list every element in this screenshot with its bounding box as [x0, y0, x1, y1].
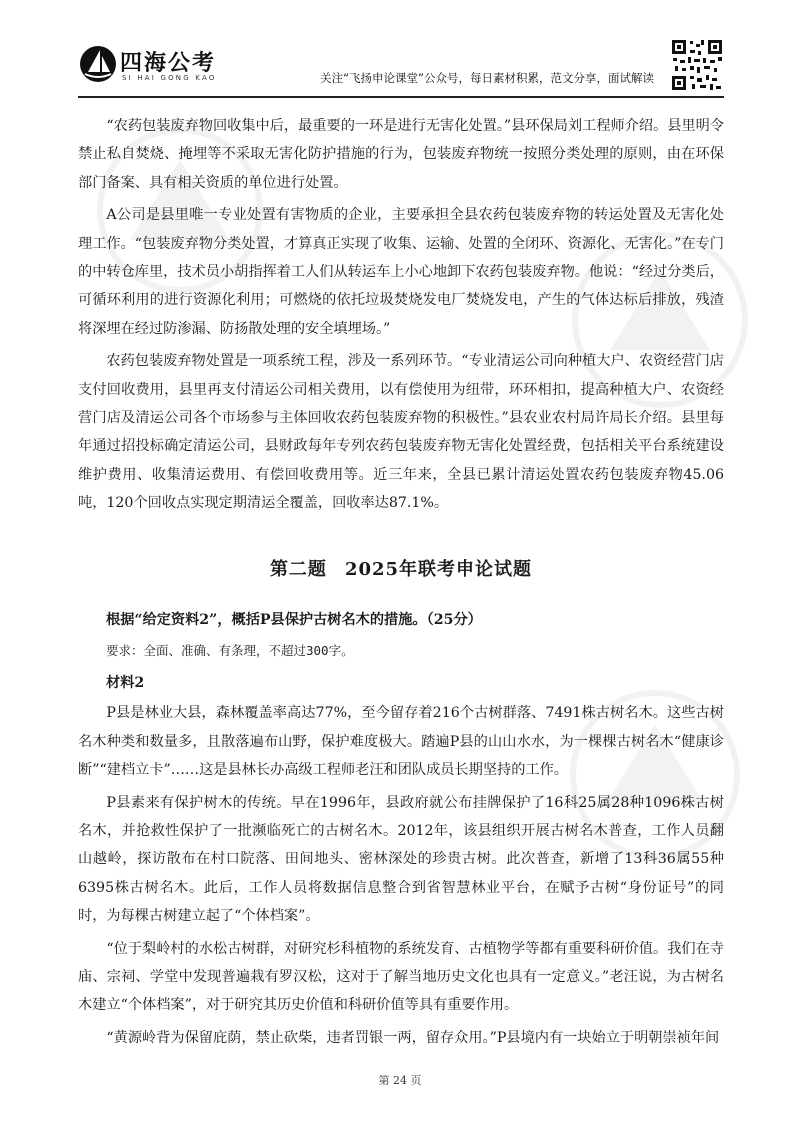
paragraph: A公司是县里唯一专业处置有害物质的企业，主要承担全县农药包装废弃物的转运处置及无害化处理工作。“包装废弃物分类处置，才算真正实现了收集、运输、处置的全闭环、资源化、无害化。”在专门的中转仓库里，技术员小胡指挥着工人们从转运车上小心地卸下农药包装废弃物。他说：“经过分类后，可循环利用的进行资源化利用；可燃烧的依托垃圾焚烧发电厂焚烧发电，产生的气体达标后排放，残渣将深埋在经过防渗漏、防扬散处理的安全填埋场。” [78, 207, 724, 337]
logo-text: 四海公考 [120, 51, 217, 76]
section-heading [78, 556, 724, 584]
paragraph: P县素来有保护树木的传统。早在1996年，县政府就公布挂牌保护了16科25属28种1096株古树名木，并抢救性保护了一批濒临死亡的古树名木。2012年，该县组织开展古树名木普查，工作人员翻山越岭，探访散布在村口院落、田间地头、密林深处的珍贵古树。此次普查，新增了13科36属55种6395株古树名木。此后，工作人员将数据信息整合到省智慧林业平台，在赋予古树“身份证号”的同时，为每棵古树建立起了“个体档案”。 [78, 794, 724, 925]
qr-code-icon [670, 38, 724, 92]
document-body [78, 112, 724, 1056]
header-divider [78, 96, 724, 98]
paragraph: “黄源岭背为保留庇荫，禁止砍柴，违者罚银一两，留存众用。”P县境内有一块始立于明朝崇祯年间 [106, 1029, 720, 1046]
header-tagline: 关注“飞扬申论课堂”公众号，每日素材积累，范文分享，面试解读 [320, 71, 654, 85]
heading-title: 2025年联考申论试题 [344, 558, 533, 580]
material-title: 材料2 [106, 674, 145, 691]
paragraph: P县是林业大县，森林覆盖率高达77%，至今留存着216个古树群落、7491株古树名木。这些古树名木种类和数量多，且散落遍布山野，保护难度极大。踏遍P县的山山水水，为一棵棵古树名木“健康诊断”“建档立卡”……这是县林长办高级工程师老汪和团队成员长期坚持的工作。 [78, 705, 724, 779]
sail-logo-icon [78, 44, 118, 84]
question-text: 根据“给定资料2”，概括P县保护古树名木的措施。（25分） [106, 612, 482, 629]
page-number: 第 24 页 [378, 1074, 422, 1087]
logo-subtext: SI HAI GONG KAO [122, 74, 217, 82]
page-header [78, 38, 724, 96]
paragraph: “农药包装废弃物回收集中后，最重要的一环是进行无害化处置。”县环保局刘工程师介绍。县里明令禁止私自焚烧、掩埋等不采取无害化防护措施的行为，包装废弃物统一按照分类处理的原则，由在环保部门备案、具有相关资质的单位进行处置。 [78, 118, 724, 191]
requirement-text: 要求：全面、准确、有条理，不超过300字。 [106, 642, 354, 658]
paragraph: “位于梨岭村的水松古树群，对研究杉科植物的系统发育、古植物学等都有重要科研价值。我们在寺庙、宗祠、学堂中发现普遍栽有罗汉松，这对于了解当地历史文化也具有一定意义。”老汪说，为古树名木建立“个体档案”，对于研究其历史价值和科研价值等具有重要作用。 [78, 940, 724, 1014]
paragraph: 农药包装废弃物处置是一项系统工程，涉及一系列环节。“专业清运公司向种植大户、农资经营门店支付回收费用，县里再支付清运公司相关费用，以有偿使用为纽带，环环相扣，提高种植大户、农资经营门店及清运公司各个市场参与主体回收农药包装废弃物的积极性。”县农业农村局许局长介绍。县里每年通过招投标确定清运公司，县财政每年专列农药包装废弃物无害化处置经费，包括相关平台系统建设维护费用、收集清运费用、有偿回收费用等。近三年来，全县已累计清运处置农药包装废弃物45.06吨，120个回收点实现定期清运全覆盖，回收率达87.1%。 [78, 353, 724, 512]
brand-logo [78, 44, 218, 88]
heading-label: 第二题 [269, 558, 327, 580]
